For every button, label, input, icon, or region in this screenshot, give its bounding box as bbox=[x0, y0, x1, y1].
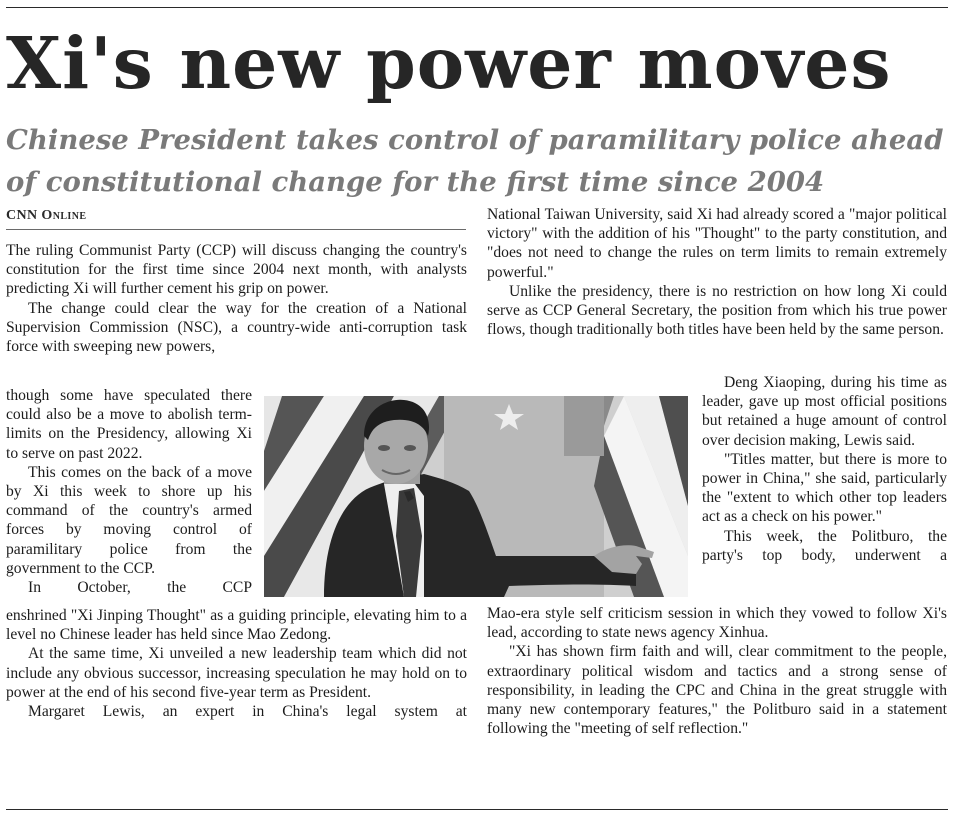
deck-subheadline: Chinese President takes control of paramilitary police ahead of constitutional change for the first time since 2004 bbox=[6, 124, 944, 198]
paragraph: "Xi has shown firm faith and will, clear commitment to the people, extraordinary political wisdom and tactics and a strong sense of responsibility, in leading the CPC and China in the great struggle with many new contemporary features," the Politburo said in a statement following the "meeting of self reflection." bbox=[487, 643, 947, 738]
paragraph: In October, the CCP bbox=[28, 579, 252, 597]
paragraph: At the same time, Xi unveiled a new leadership team which did not include any obvious successor, increasing speculation he may hold on to power at the end of his second five-year term as President. bbox=[6, 645, 467, 701]
column1-wrap bbox=[6, 386, 252, 597]
column2-bottom bbox=[487, 604, 947, 738]
column2-top bbox=[487, 205, 947, 339]
headline: Xi's new power moves bbox=[6, 21, 892, 105]
xi-jinping-photo bbox=[264, 396, 688, 597]
bottom-rule bbox=[6, 809, 948, 810]
column1-bottom bbox=[6, 606, 467, 721]
paragraph: The change could clear the way for the creation of a National Supervision Commission (NSC), a country-wide anti-corruption task force with sweeping new powers, bbox=[6, 299, 467, 356]
paragraph: enshrined "Xi Jinping Thought" as a guiding principle, elevating him to a level no Chinese leader has held since Mao Zedong. bbox=[6, 607, 467, 644]
paragraph: Deng Xiaoping, during his time as leader, gave up most official positions but retained a huge amount of control over decision making, Lewis said. bbox=[702, 374, 947, 449]
paragraph: Mao-era style self criticism session in which they vowed to follow Xi's lead, according to state news agency Xinhua. bbox=[487, 605, 947, 642]
paragraph: The ruling Communist Party (CCP) will discuss changing the country's constitution for the first time since 2004 next month, with analysts predicting Xi will further cement his grip on power. bbox=[6, 242, 467, 298]
paragraph: though some have speculated there could also be a move to abolish term-limits on the Presidency, allowing Xi to serve on past 2022. bbox=[6, 387, 252, 462]
column2-wrap bbox=[702, 373, 947, 565]
paragraph: "Titles matter, but there is more to power in China," she said, particularly the "extent to which other top leaders act as a check on his power." bbox=[702, 450, 947, 526]
top-rule bbox=[6, 7, 948, 8]
article-photo bbox=[264, 396, 688, 597]
column1-top bbox=[6, 241, 467, 356]
paragraph: National Taiwan University, said Xi had already scored a "major political victory" with the addition of his "Thought" to the party constitution, and "does not need to change the rules on term limits to remain extremely powerful." bbox=[487, 206, 947, 281]
paragraph: This comes on the back of a move by Xi this week to shore up his command of the country's armed forces by moving control of paramilitary police from the government to the CCP. bbox=[6, 463, 252, 577]
paragraph: Margaret Lewis, an expert in China's legal system at bbox=[28, 703, 467, 721]
byline-rule bbox=[6, 229, 466, 230]
paragraph: This week, the Politburo, the party's top body, underwent a bbox=[702, 527, 947, 564]
paragraph: Unlike the presidency, there is no restriction on how long Xi could serve as CCP General Secretary, the position from which his true power flows, though traditionally both titles have been held by the same person. bbox=[487, 282, 947, 339]
byline: CNN Online bbox=[6, 208, 87, 223]
